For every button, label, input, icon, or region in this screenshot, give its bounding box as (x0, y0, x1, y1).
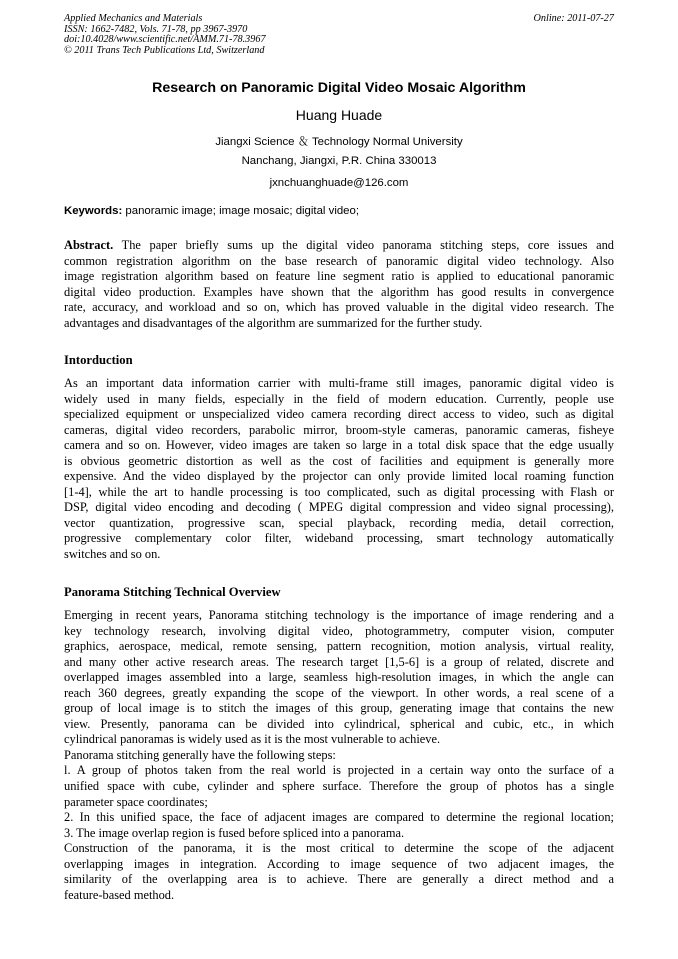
body-line: graphics, aerospace, medical, remote sensing, pattern recognition, motion analysis, virtual reality, (64, 639, 614, 654)
body-line: similarity of the overlapping area is to achieve. There are generally a direct method and a (64, 872, 614, 887)
body-line: parameter space coordinates; (64, 794, 208, 809)
affiliation-address: Nanchang, Jiangxi, P.R. China 330013 (241, 155, 437, 167)
body-line: cameras, digital video recorders, parabolic mirror, broom-style cameras, panoramic cameras, fisheye (64, 422, 614, 437)
body-line: vector quantization, progressive scan, special playback, recording media, detail correction, (64, 515, 614, 530)
body-line: As an important data information carrier with multi-frame still images, panoramic digital video is (64, 376, 614, 390)
body-line: overlapping images in integration. According to image sequence of two adjacent images, the (64, 856, 614, 871)
journal-header (64, 14, 614, 56)
body-line: key technology research, involving digital video, photogrammetry, computer vision, computer (64, 623, 614, 638)
body-line: unified space with cube, cylinder and sphere surface. Therefore the group of photos has a single (64, 779, 614, 794)
body-line: cylindrical panoramas is widely used as it is the most vulnerable to achieve. (64, 732, 441, 747)
body-line: feature-based method. (64, 887, 175, 902)
body-line: expensive. And the video displayed by the projector can only provide limited local roaming function (64, 469, 614, 484)
abstract-line: digital video production. Examples have shown that the algorithm has good results in convergence (64, 284, 614, 299)
body-line: view. Presently, panorama can be divided into cylindrical, spherical and cubic, etc., in which (64, 716, 614, 731)
abstract-line: image registration algorithm based on feature line segment ratio is applied to educational panoramic (64, 269, 614, 284)
body-line: [1-4], while the art to handle processing is too complicated, such as digital processing with Flash or (64, 484, 614, 499)
abstract (64, 238, 614, 331)
affiliation-university: Jiangxi Science ＆ Technology Normal University (215, 136, 463, 148)
abstract-line: rate, accuracy, and workload and so on, which has proved valuable in the digital video research. The (64, 300, 614, 315)
body-line: overlapped images assembled into a large, seamless high-resolution images, in which the angle can (64, 670, 614, 685)
body-line: progressive complementary color filter, wideband processing, smart technology automatically (64, 531, 614, 546)
paper-title: Research on Panoramic Digital Video Mosaic Algorithm (152, 80, 526, 96)
body-line: group of local image is to stitch the images of this group, generating image that contains the new (64, 701, 614, 716)
keywords-text: panoramic image; image mosaic; digital video; (122, 205, 360, 217)
body-line: is obvious geometric distortion as well as the cost of facilities and equipment is generally more (64, 453, 614, 468)
keywords (64, 205, 614, 217)
body-line: specialized equipment or unspecialized video camera recording direct access to video, such as digital (64, 407, 614, 422)
abstract-line: common registration algorithm on the base research of panoramic digital video technology. Also (64, 253, 614, 268)
body-line: l. A group of photos taken from the real world is projected in a certain way onto the surface of a (64, 763, 614, 778)
body-line: DSP, digital video encoding and decoding ( MPEG digital compression and video signal processing), (64, 500, 614, 515)
issn-line: ISSN: 1662-7482, Vols. 71-78, pp 3967-3970 (64, 23, 248, 35)
overview-body (64, 608, 614, 903)
body-line: camera and so on. However, video images are taken so large in a total disk space that the edge usually (64, 438, 614, 453)
body-line: and many other active research areas. The research target [1,5-6] is a group of related, discrete and (64, 654, 614, 669)
section-heading-introduction: Intorduction (64, 353, 133, 367)
author-name: Huang Huade (295, 107, 383, 123)
abstract-line: advantages and disadvantages of the algorithm are summarized for the further study. (64, 315, 483, 330)
body-line: reach 360 degrees, greatly expanding the scope of the viewport. In other words, a real scene of a (64, 685, 614, 700)
body-line: Panorama stitching generally have the following steps: (64, 747, 336, 762)
body-line: switches and so on. (64, 547, 161, 562)
online-date: Online: 2011-07-27 (533, 13, 614, 24)
body-line: Emerging in recent years, Panorama stitching technology is the importance of image rendering and a (64, 608, 614, 622)
body-line: widely used in many fields, especially in the field of modern education. Currently, people use (64, 391, 614, 406)
body-line: Construction of the panorama, it is the most critical to determine the scope of the adjacent (64, 841, 614, 856)
abstract-label: Abstract. (64, 238, 114, 252)
journal-name: Applied Mechanics and Materials (64, 13, 203, 24)
body-line: 2. In this unified space, the face of adjacent images are compared to determine the regional location; (64, 810, 614, 825)
introduction-body (64, 376, 614, 563)
body-line: 3. The image overlap region is fused before spliced into a panorama. (64, 825, 405, 840)
keywords-label: Keywords: (64, 205, 123, 217)
author-email: jxnchuanghuade@126.com (269, 177, 409, 189)
doi-line: doi:10.4028/www.scientific.net/AMM.71-78.3967 (64, 34, 266, 46)
abstract-line-1: Abstract. The paper briefly sums up the digital video panorama stitching steps, core issues and (64, 238, 614, 252)
section-heading-overview: Panorama Stitching Technical Overview (64, 585, 281, 599)
copyright-line: © 2011 Trans Tech Publications Ltd, Switzerland (64, 44, 265, 56)
